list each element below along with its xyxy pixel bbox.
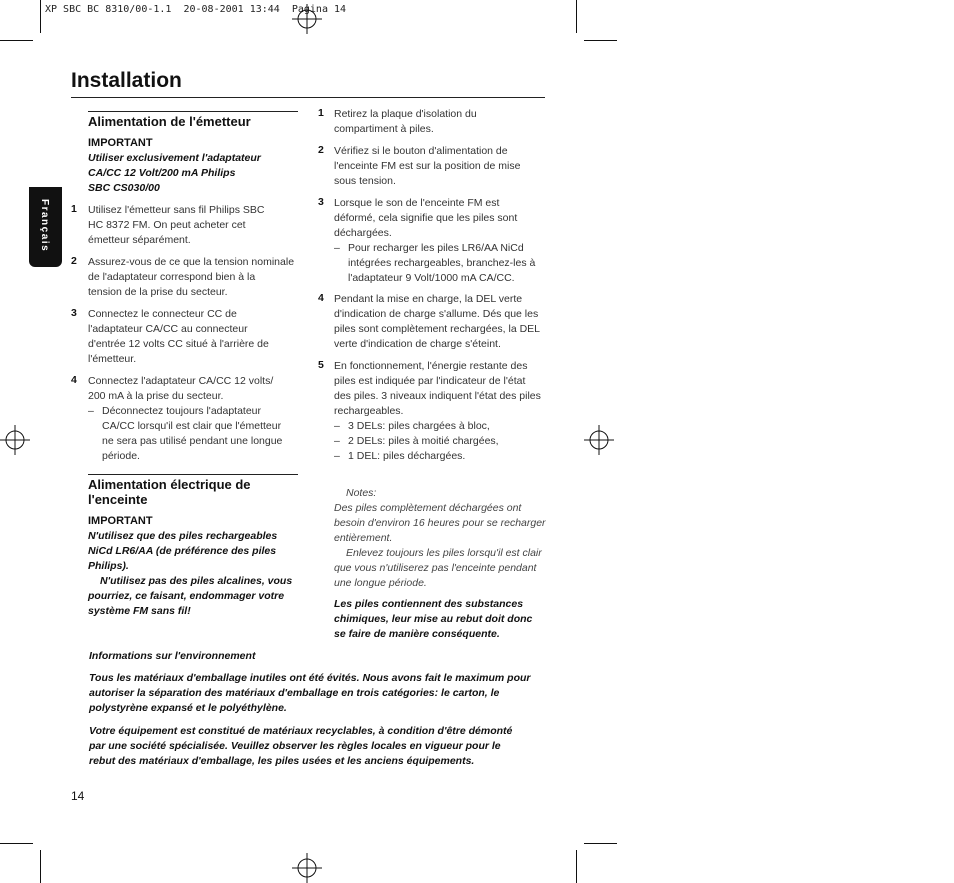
text-line: ne sera pas utilisé pendant une longue bbox=[102, 435, 283, 447]
environment-section bbox=[89, 649, 549, 769]
registration-mark-left bbox=[0, 425, 30, 455]
text-line: 200 mA à la prise du secteur. bbox=[88, 390, 224, 402]
crop-mark-bottom-left-h bbox=[0, 843, 33, 844]
warning-block bbox=[334, 597, 549, 642]
text-line: d'indication de charge s'allume. Dés que les bbox=[334, 308, 539, 320]
registration-mark-top bbox=[292, 4, 322, 34]
crop-mark-bottom-right-v bbox=[576, 850, 577, 883]
text-line: entièrement. bbox=[334, 532, 393, 544]
text-line: SBC CS030/00 bbox=[88, 182, 160, 194]
text-line: tension de la prise du secteur. bbox=[88, 286, 228, 298]
item-number: 1 bbox=[71, 203, 77, 215]
section2-important-text bbox=[88, 529, 303, 619]
text-line: NiCd LR6/AA (de préférence des piles bbox=[88, 545, 277, 557]
text-line: Pendant la mise en charge, la DEL verte bbox=[334, 293, 523, 305]
environment-heading: Informations sur l'environnement bbox=[89, 650, 256, 662]
list-item bbox=[71, 307, 301, 367]
list-item bbox=[71, 203, 301, 248]
dash: – bbox=[88, 405, 94, 417]
item-number: 2 bbox=[318, 144, 324, 156]
text-line: verte d'indication de charge s'éteint. bbox=[334, 338, 501, 350]
notes-block bbox=[334, 486, 549, 591]
text-line: d'entrée 12 volts CC situé à l'arrière de bbox=[88, 338, 269, 350]
heading-line: l'enceinte bbox=[88, 492, 148, 507]
notes-label: Notes: bbox=[346, 487, 377, 499]
list-item bbox=[318, 292, 554, 352]
text-line: CA/CC lorsqu'il est clair que l'émetteur bbox=[102, 420, 282, 432]
text-line: l'enceinte FM est sur la position de mise bbox=[334, 160, 521, 172]
text-line: Vérifiez si le bouton d'alimentation de bbox=[334, 145, 508, 157]
text-line: piles est indiquée par l'indicateur de l'état bbox=[334, 375, 526, 387]
text-line: déformé, cela signifie que les piles sont bbox=[334, 212, 518, 224]
text-line: N'utilisez pas des piles alcalines, vous bbox=[100, 575, 293, 587]
text-line: Retirez la plaque d'isolation du bbox=[334, 108, 477, 120]
text-line: polystyrène expansé et le polyéthylène. bbox=[89, 702, 287, 714]
text-line: compartiment à piles. bbox=[334, 123, 434, 135]
dash: – bbox=[334, 420, 340, 432]
section2-important-label: IMPORTANT bbox=[88, 515, 153, 527]
title-rule bbox=[71, 97, 545, 98]
text-line: 3 DELs: piles chargées à bloc, bbox=[348, 420, 490, 432]
section1-important-text bbox=[88, 151, 261, 196]
item-number: 3 bbox=[71, 307, 77, 319]
text-line: N'utilisez que des piles rechargeables bbox=[88, 530, 278, 542]
crop-mark-bottom-right-h bbox=[584, 843, 617, 844]
crop-mark-top-right-h bbox=[584, 40, 617, 41]
section1-rule bbox=[88, 111, 298, 112]
text-line: 1 DEL: piles déchargées. bbox=[348, 450, 466, 462]
item-number: 5 bbox=[318, 359, 324, 371]
dash: – bbox=[334, 242, 340, 254]
text-line: En fonctionnement, l'énergie restante des bbox=[334, 360, 528, 372]
page-title: Installation bbox=[71, 69, 182, 92]
text-line: intégrées rechargeables, branchez-les à bbox=[348, 257, 536, 269]
text-line: une longue période. bbox=[334, 577, 427, 589]
print-header: XP SBC BC 8310/00-1.1 20-08-2001 13:44 Pagina 14 bbox=[45, 4, 347, 15]
text-line: Connectez le connecteur CC de bbox=[88, 308, 237, 320]
text-line: système FM sans fil! bbox=[88, 605, 191, 617]
registration-mark-right bbox=[584, 425, 614, 455]
text-line: des piles. 3 niveaux indiquent l'état des piles bbox=[334, 390, 541, 402]
text-line: sous tension. bbox=[334, 175, 396, 187]
text-line: Utilisez l'émetteur sans fil Philips SBC bbox=[88, 204, 265, 216]
text-line: Assurez-vous de ce que la tension nominale bbox=[88, 256, 295, 268]
text-line: par une société spécialisée. Veuillez observer les règles locales en vigueur pour le bbox=[89, 740, 501, 752]
crop-mark-bottom-left-v bbox=[40, 850, 41, 883]
text-line: que vous n'utiliserez pas l'enceinte pendant bbox=[334, 562, 537, 574]
section1-important-label: IMPORTANT bbox=[88, 137, 153, 149]
text-line: autoriser la séparation des matériaux d'emballage en trois catégories: le carton, le bbox=[89, 687, 500, 699]
sub-item bbox=[334, 434, 554, 449]
item-number: 2 bbox=[71, 255, 77, 267]
text-line: Enlevez toujours les piles lorsqu'il est clair bbox=[346, 547, 542, 559]
list-item bbox=[318, 144, 548, 189]
text-line: Votre équipement est constitué de matériaux recyclables, à condition d'être démonté bbox=[89, 725, 513, 737]
crop-mark-top-right-v bbox=[576, 0, 577, 33]
item-number: 4 bbox=[318, 292, 324, 304]
text-line: Philips). bbox=[88, 560, 129, 572]
text-line: période. bbox=[102, 450, 140, 462]
text-line: Les piles contiennent des substances bbox=[334, 598, 524, 610]
item-number: 1 bbox=[318, 107, 324, 119]
language-tab-label: Français bbox=[39, 199, 50, 253]
language-tab bbox=[29, 187, 62, 267]
text-line: 2 DELs: piles à moitié chargées, bbox=[348, 435, 499, 447]
text-line: chimiques, leur mise au rebut doit donc bbox=[334, 613, 533, 625]
text-line: de l'adaptateur correspond bien à la bbox=[88, 271, 256, 283]
list-item bbox=[318, 107, 548, 137]
sub-item bbox=[334, 449, 554, 464]
text-line: rechargeables. bbox=[334, 405, 404, 417]
list-item bbox=[71, 374, 301, 464]
text-line: Utiliser exclusivement l'adaptateur bbox=[88, 152, 261, 164]
text-line: pourriez, ce faisant, endommager votre bbox=[88, 590, 285, 602]
page-number: 14 bbox=[71, 789, 85, 803]
text-line: Connectez l'adaptateur CA/CC 12 volts/ bbox=[88, 375, 274, 387]
sub-item bbox=[88, 404, 301, 464]
section1-heading: Alimentation de l'émetteur bbox=[88, 114, 251, 129]
item-number: 4 bbox=[71, 374, 77, 386]
list-item bbox=[318, 359, 554, 464]
item-number: 3 bbox=[318, 196, 324, 208]
text-line: déchargées. bbox=[334, 227, 392, 239]
crop-mark-top-left-v bbox=[40, 0, 41, 33]
text-line: Pour recharger les piles LR6/AA NiCd bbox=[348, 242, 524, 254]
text-line: rebut des matériaux d'emballage, les piles usées et les anciens équipements. bbox=[89, 755, 475, 767]
sub-item bbox=[334, 241, 548, 286]
list-item bbox=[318, 196, 548, 286]
dash: – bbox=[334, 450, 340, 462]
heading-line: Alimentation électrique de bbox=[88, 477, 251, 492]
crop-mark-top-left-h bbox=[0, 40, 33, 41]
section2-heading bbox=[88, 477, 251, 507]
text-line: CA/CC 12 Volt/200 mA Philips bbox=[88, 167, 236, 179]
text-line: l'émetteur. bbox=[88, 353, 137, 365]
text-line: Tous les matériaux d'emballage inutiles ont été évités. Nous avons fait le maximum pour bbox=[89, 672, 531, 684]
text-line: l'adaptateur 9 Volt/1000 mA CA/CC. bbox=[348, 272, 515, 284]
text-line: Déconnectez toujours l'adaptateur bbox=[102, 405, 262, 417]
dash: – bbox=[334, 435, 340, 447]
text-line: émetteur séparément. bbox=[88, 234, 191, 246]
list-item bbox=[71, 255, 303, 300]
text-line: HC 8372 FM. On peut acheter cet bbox=[88, 219, 246, 231]
sub-item bbox=[334, 419, 554, 434]
text-line: besoin d'environ 16 heures pour se recharger bbox=[334, 517, 546, 529]
text-line: se faire de manière conséquente. bbox=[334, 628, 500, 640]
text-line: Des piles complètement déchargées ont bbox=[334, 502, 522, 514]
registration-mark-bottom bbox=[292, 853, 322, 883]
text-line: piles sont complètement rechargées, la DEL bbox=[334, 323, 541, 335]
section2-rule bbox=[88, 474, 298, 475]
text-line: Lorsque le son de l'enceinte FM est bbox=[334, 197, 500, 209]
text-line: l'adaptateur CA/CC au connecteur bbox=[88, 323, 248, 335]
